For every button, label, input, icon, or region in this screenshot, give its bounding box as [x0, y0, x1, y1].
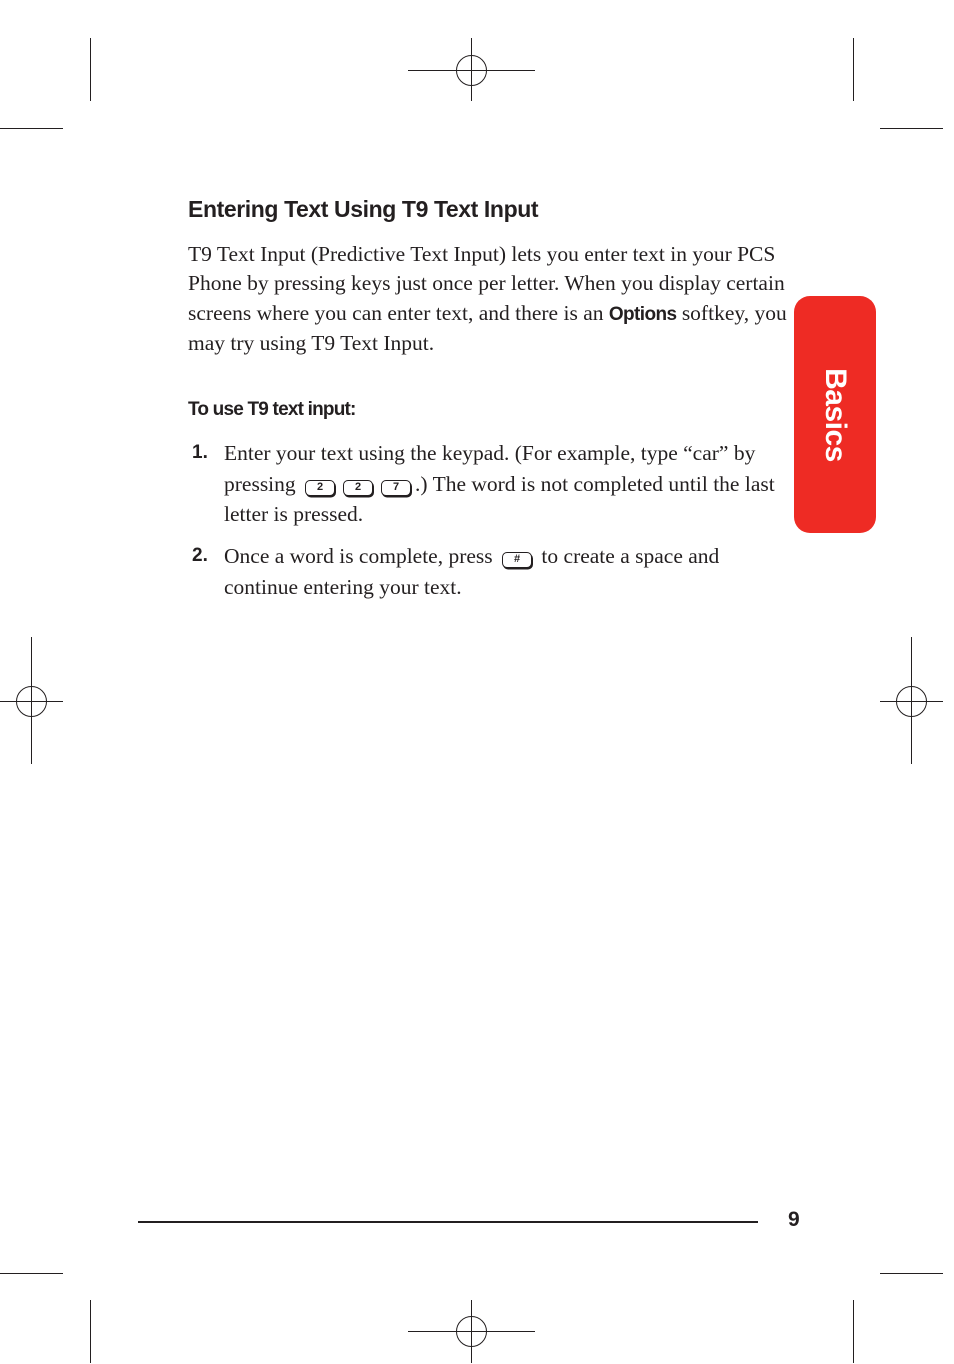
- intro-text-before-options: T9 Text Input (Predictive Text Input) lets you enter text in your PCS Phone by pressing keys just once per letter. When you display certain screens where you can enter text, and there is an: [188, 242, 785, 325]
- section-tab-label: Basics: [819, 367, 852, 462]
- step-text-after-keys: .) The word is not completed until the last letter is pressed.: [224, 471, 775, 526]
- keypad-2-icon: 2: [343, 480, 373, 496]
- footer-rule: [138, 1221, 758, 1223]
- page-number: 9: [788, 1208, 800, 1231]
- step-text-before-keys: Enter your text using the keypad. (For example, type “car” by pressing: [224, 441, 756, 496]
- section-heading: Entering Text Using T9 Text Input: [188, 196, 539, 222]
- step-text: [224, 541, 784, 602]
- step-number: 1.: [192, 442, 208, 463]
- keypad-7-icon: 7: [381, 480, 411, 496]
- intro-paragraph: [188, 240, 788, 358]
- keypad-2-icon: 2: [305, 480, 335, 496]
- section-tab: [794, 296, 876, 533]
- keypad-pound-icon: #: [502, 552, 532, 568]
- intro-text-after-options: softkey, you may try using T9 Text Input.: [188, 300, 787, 355]
- step-text-before-keys: Once a word is complete, press: [224, 544, 493, 568]
- instructions-subheading: To use T9 text input:: [188, 399, 356, 420]
- step-text-after-keys: to create a space and continue entering your text.: [224, 544, 720, 599]
- options-softkey-label: Options: [608, 303, 677, 325]
- step-text: [224, 438, 784, 530]
- step-number: 2.: [192, 545, 208, 566]
